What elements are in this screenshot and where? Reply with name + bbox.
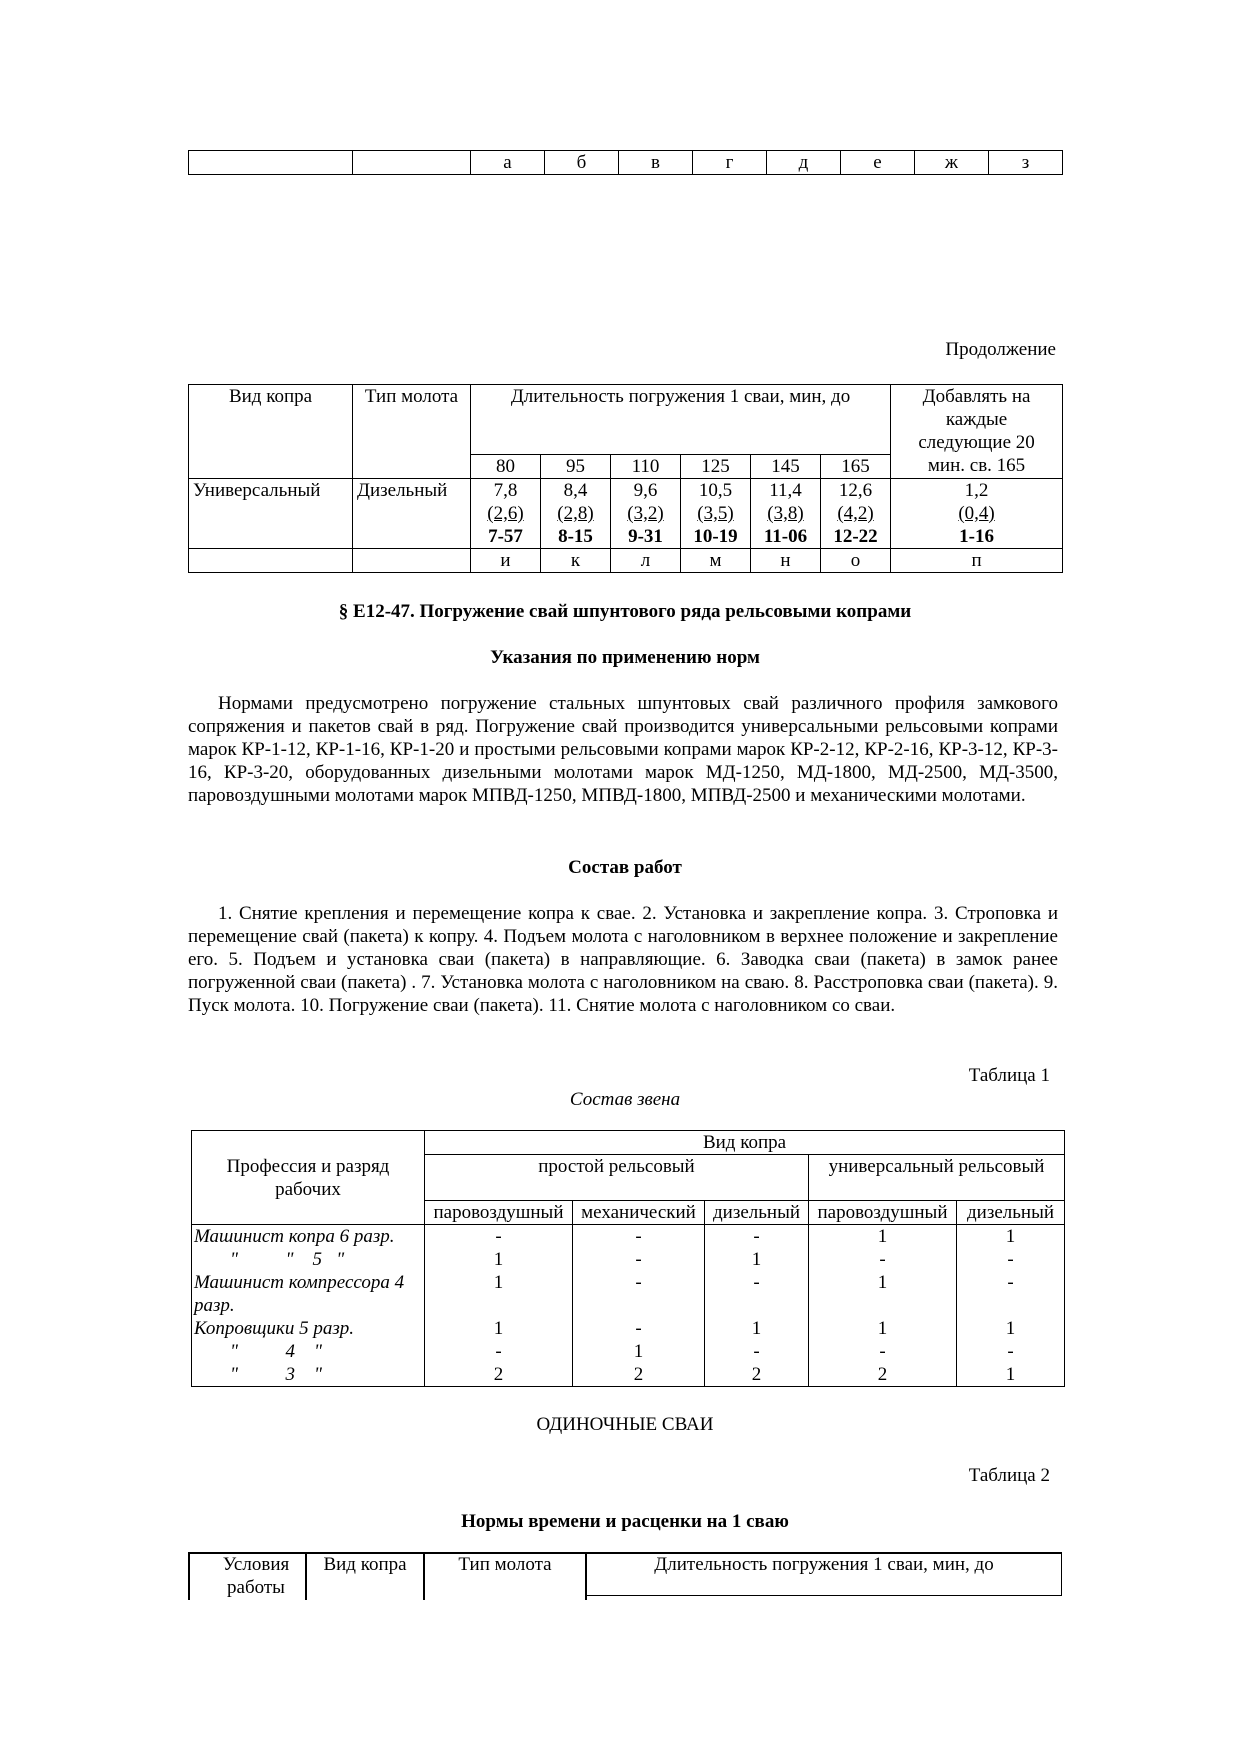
- count-cell: 2: [573, 1363, 705, 1387]
- empty-cell: [353, 549, 471, 573]
- column-letter: ж: [915, 151, 989, 175]
- count-cell: 1: [573, 1340, 705, 1363]
- count-cell: -: [957, 1248, 1065, 1271]
- count-cell: 2: [425, 1363, 573, 1387]
- count-cell: 1: [705, 1248, 809, 1271]
- profession-cell: " 3 ": [192, 1363, 425, 1387]
- minutes-cell: 80: [471, 455, 541, 479]
- norm-cell: 9,6 (3,2) 9-31: [611, 479, 681, 549]
- count-cell: -: [809, 1340, 957, 1363]
- crew-table: [191, 1130, 1065, 1387]
- norm-cell: 12,6 (4,2) 12-22: [821, 479, 891, 549]
- column-letter: а: [471, 151, 545, 175]
- table1-caption: Состав звена: [569, 1089, 681, 1110]
- count-cell: 1: [957, 1363, 1065, 1387]
- norm-cell-add: 1,2 (0,4) 1-16: [891, 479, 1063, 549]
- count-cell: -: [573, 1271, 705, 1317]
- header-profession: Профессия и разряд рабочих: [192, 1131, 425, 1225]
- minutes-cell: 95: [541, 455, 611, 479]
- column-letter: л: [611, 549, 681, 573]
- header-hammer: Тип молота: [458, 1554, 552, 1575]
- column-letter: в: [619, 151, 693, 175]
- top-letter-table: [188, 150, 1063, 175]
- count-cell: 1: [957, 1225, 1065, 1249]
- continuation-table: [188, 384, 1063, 573]
- column-letter: б: [545, 151, 619, 175]
- count-cell: 1: [705, 1317, 809, 1340]
- header-add: Добавлять на каждые следующие 20 мин. св. 165: [891, 385, 1063, 479]
- single-piles-heading: ОДИНОЧНЫЕ СВАИ: [536, 1414, 714, 1435]
- column-letter: п: [891, 549, 1063, 573]
- table1-label: Таблица 1: [968, 1065, 1050, 1086]
- profession-cell: " " 5 ": [192, 1248, 425, 1271]
- minutes-cell: 145: [751, 455, 821, 479]
- row-hammer: Дизельный: [353, 479, 471, 549]
- count-cell: -: [425, 1225, 573, 1249]
- minutes-cell: 110: [611, 455, 681, 479]
- table-row: [192, 1271, 1065, 1317]
- section-title: § Е12-47. Погружение свай шпунтового ряда рельсовыми копрами: [338, 601, 912, 622]
- empty-cell: [189, 151, 353, 175]
- table-row: [192, 1340, 1065, 1363]
- guidance-title: Указания по применению норм: [490, 647, 760, 668]
- header-hammer: Тип молота: [353, 385, 471, 479]
- count-cell: -: [705, 1225, 809, 1249]
- count-cell: 2: [809, 1363, 957, 1387]
- header-simple-rail: простой рельсовый: [425, 1155, 809, 1201]
- subheader: механический: [573, 1201, 705, 1225]
- norm-cell: 11,4 (3,8) 11-06: [751, 479, 821, 549]
- column-letter: д: [767, 151, 841, 175]
- work-text: 1. Снятие крепления и перемещение копра к свае. 2. Установка и закрепление копра. 3. Строповка и перемещение свай (пакета) к копру. 4. Подъем молота с наголовником в верхнее положение и закрепление его. 5. Подъем и установка сваи (пакета) в направляющие. 6. Заводка сваи (пакета) в замок ранее погруженной сваи (пакета) . 7. Установка молота с наголовником на сваю. 8. Расстроповка сваи (пакета). 9. Пуск молота. 10. Погружение сваи (пакета). 11. Снятие молота с наголовником со сваи.: [188, 903, 1058, 1016]
- letter-row: [189, 151, 1063, 175]
- profession-cell: Копровщики 5 разр.: [192, 1317, 425, 1340]
- work-title: Состав работ: [568, 857, 682, 878]
- empty-cell: [189, 549, 353, 573]
- letter-row: [189, 549, 1063, 573]
- profession-cell: Машинист копра 6 разр.: [192, 1225, 425, 1249]
- count-cell: -: [957, 1340, 1065, 1363]
- subheader: паровоздушный: [425, 1201, 573, 1225]
- count-cell: 1: [957, 1317, 1065, 1340]
- header-kopr-type: Вид копра: [425, 1131, 1065, 1155]
- count-cell: 1: [425, 1271, 573, 1317]
- count-cell: 1: [809, 1317, 957, 1340]
- header-duration: Длительность погружения 1 сваи, мин, до: [654, 1554, 994, 1575]
- column-letter: о: [821, 549, 891, 573]
- header-kopr: Вид копра: [323, 1554, 407, 1575]
- count-cell: -: [573, 1225, 705, 1249]
- count-cell: -: [705, 1340, 809, 1363]
- continuation-label: Продолжение: [945, 339, 1056, 360]
- count-cell: 1: [809, 1271, 957, 1317]
- count-cell: -: [573, 1248, 705, 1271]
- column-letter: г: [693, 151, 767, 175]
- column-letter: е: [841, 151, 915, 175]
- count-cell: 1: [425, 1317, 573, 1340]
- table-row: [192, 1363, 1065, 1387]
- column-letter: к: [541, 549, 611, 573]
- column-letter: з: [989, 151, 1063, 175]
- subheader: дизельный: [705, 1201, 809, 1225]
- profession-cell: " 4 ": [192, 1340, 425, 1363]
- header-conditions: Условия работы: [222, 1554, 290, 1598]
- header-kopr: Вид копра: [189, 385, 353, 479]
- column-letter: н: [751, 549, 821, 573]
- norm-cell: 10,5 (3,5) 10-19: [681, 479, 751, 549]
- data-row: [189, 479, 1063, 549]
- row-kopr: Универсальный: [189, 479, 353, 549]
- count-cell: 1: [425, 1248, 573, 1271]
- count-cell: -: [957, 1271, 1065, 1317]
- count-cell: -: [425, 1340, 573, 1363]
- norms-table-header: [188, 1552, 1062, 1600]
- guidance-text: Нормами предусмотрено погружение стальных шпунтовых свай различного профиля замкового сопряжения и пакетов свай в ряд. Погружение свай производится универсальными рельсовыми копрами марок КР-1-12, КР-1-16, КР-1-20 и простыми рельсовыми копрами марок КР-2-12, КР-2-16, КР-3-12, КР-3-16, КР-3-20, оборудованных дизельными молотами марок МД-1250, МД-1800, МД-2500, МД-3500, паровоздушными молотами марок МПВД-1250, МПВД-1800, МПВД-2500 и механическими молотами.: [188, 693, 1058, 806]
- count-cell: -: [573, 1317, 705, 1340]
- table2-label: Таблица 2: [968, 1465, 1050, 1486]
- minutes-cell: 165: [821, 455, 891, 479]
- count-cell: -: [809, 1248, 957, 1271]
- count-cell: 2: [705, 1363, 809, 1387]
- table-divider-bottom: [585, 1595, 1062, 1597]
- subheader: дизельный: [957, 1201, 1065, 1225]
- norm-cell: 7,8 (2,6) 7-57: [471, 479, 541, 549]
- table-row: [192, 1317, 1065, 1340]
- column-letter: и: [471, 549, 541, 573]
- header-duration: Длительность погружения 1 сваи, мин, до: [471, 385, 891, 455]
- header-universal-rail: универсальный рельсовый: [809, 1155, 1065, 1201]
- count-cell: 1: [809, 1225, 957, 1249]
- subheader: паровоздушный: [809, 1201, 957, 1225]
- empty-cell: [353, 151, 471, 175]
- table-border-left: [188, 1552, 190, 1600]
- norm-cell: 8,4 (2,8) 8-15: [541, 479, 611, 549]
- profession-cell: Машинист компрессора 4 разр.: [192, 1271, 425, 1317]
- table-row: [192, 1248, 1065, 1271]
- minutes-cell: 125: [681, 455, 751, 479]
- count-cell: -: [705, 1271, 809, 1317]
- table2-caption: Нормы времени и расценки на 1 сваю: [461, 1511, 789, 1532]
- table-row: [192, 1225, 1065, 1249]
- column-letter: м: [681, 549, 751, 573]
